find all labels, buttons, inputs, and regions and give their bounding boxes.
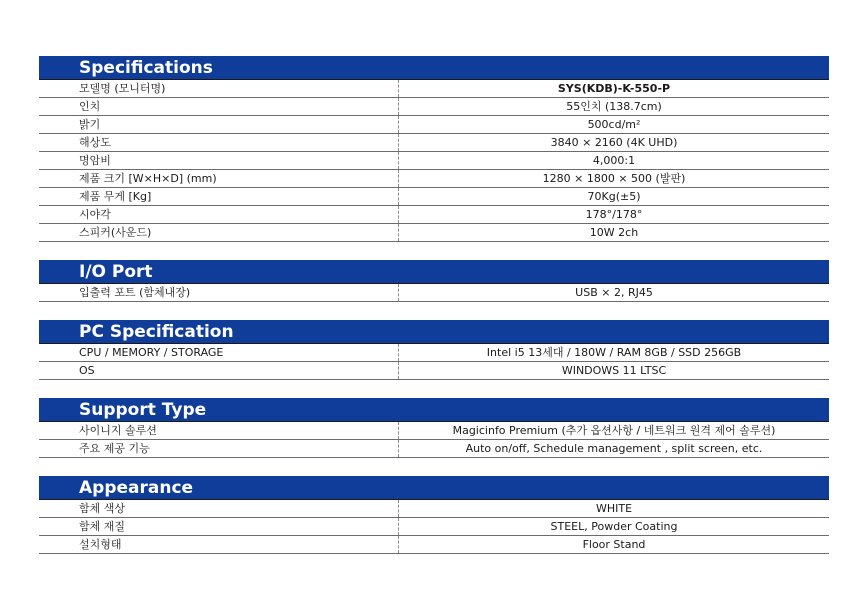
spec-label: 제품 크기 [W×H×D] (mm) xyxy=(39,170,399,187)
spec-label: 밝기 xyxy=(39,116,399,133)
spec-label: OS xyxy=(39,362,399,379)
spec-label: 인치 xyxy=(39,98,399,115)
spec-row xyxy=(39,344,829,362)
section-title: Support Type xyxy=(39,398,829,422)
spec-row xyxy=(39,284,829,302)
spec-value: Magicinfo Premium (추가 옵션사항 / 네트워크 원격 제어 솔루션) xyxy=(452,424,776,437)
spec-value: STEEL, Powder Coating xyxy=(550,520,678,533)
spec-value: 10W 2ch xyxy=(589,226,639,239)
spec-label: CPU / MEMORY / STORAGE xyxy=(39,344,399,361)
section-appearance xyxy=(39,476,829,554)
section-io-port xyxy=(39,260,829,302)
spec-label: 모델명 (모니터명) xyxy=(39,80,399,97)
spec-row xyxy=(39,188,829,206)
spec-value: 178°/178° xyxy=(585,208,643,221)
spec-row xyxy=(39,500,829,518)
section-title: Appearance xyxy=(39,476,829,500)
spec-label: 주요 제공 기능 xyxy=(39,440,399,457)
spec-value: 3840 × 2160 (4K UHD) xyxy=(550,136,678,149)
spec-row xyxy=(39,440,829,458)
spec-value: Auto on/off, Schedule management , split screen, etc. xyxy=(465,442,763,455)
spec-label: 해상도 xyxy=(39,134,399,151)
spec-value: 1280 × 1800 × 500 (발판) xyxy=(542,172,686,185)
spec-row xyxy=(39,206,829,224)
spec-value: 4,000:1 xyxy=(592,154,636,167)
spec-row xyxy=(39,98,829,116)
spec-value: 55인치 (138.7cm) xyxy=(566,100,662,113)
spec-label: 함체 색상 xyxy=(39,500,399,517)
spec-row xyxy=(39,224,829,242)
section-title: PC Specification xyxy=(39,320,829,344)
spec-label: 제품 무게 [Kg] xyxy=(39,188,399,205)
section-support-type xyxy=(39,398,829,458)
spec-row xyxy=(39,80,829,98)
section-title: I/O Port xyxy=(39,260,829,284)
spec-value: WHITE xyxy=(595,502,633,515)
section-specifications xyxy=(39,56,829,242)
spec-row xyxy=(39,422,829,440)
spec-value: WINDOWS 11 LTSC xyxy=(561,364,667,377)
spec-value: Floor Stand xyxy=(582,538,646,551)
spec-sheet xyxy=(39,56,829,572)
spec-row xyxy=(39,152,829,170)
spec-value: SYS(KDB)-K-550-P xyxy=(557,82,671,95)
spec-row xyxy=(39,362,829,380)
section-pc-specification xyxy=(39,320,829,380)
spec-row xyxy=(39,518,829,536)
spec-label: 사이니지 솔루션 xyxy=(39,422,399,439)
spec-label: 시야각 xyxy=(39,206,399,223)
spec-label: 입출력 포트 (함체내장) xyxy=(39,284,399,301)
spec-value: 500cd/m² xyxy=(587,118,641,131)
spec-label: 함체 재질 xyxy=(39,518,399,535)
spec-row xyxy=(39,170,829,188)
spec-value: Intel i5 13세대 / 180W / RAM 8GB / SSD 256GB xyxy=(486,346,742,359)
spec-label: 스피커(사운드) xyxy=(39,224,399,241)
spec-label: 설치형태 xyxy=(39,536,399,553)
spec-row xyxy=(39,134,829,152)
spec-row xyxy=(39,536,829,554)
spec-value: USB × 2, RJ45 xyxy=(575,286,653,299)
spec-label: 명암비 xyxy=(39,152,399,169)
spec-row xyxy=(39,116,829,134)
section-title: Specifications xyxy=(39,56,829,80)
spec-value: 70Kg(±5) xyxy=(587,190,641,203)
